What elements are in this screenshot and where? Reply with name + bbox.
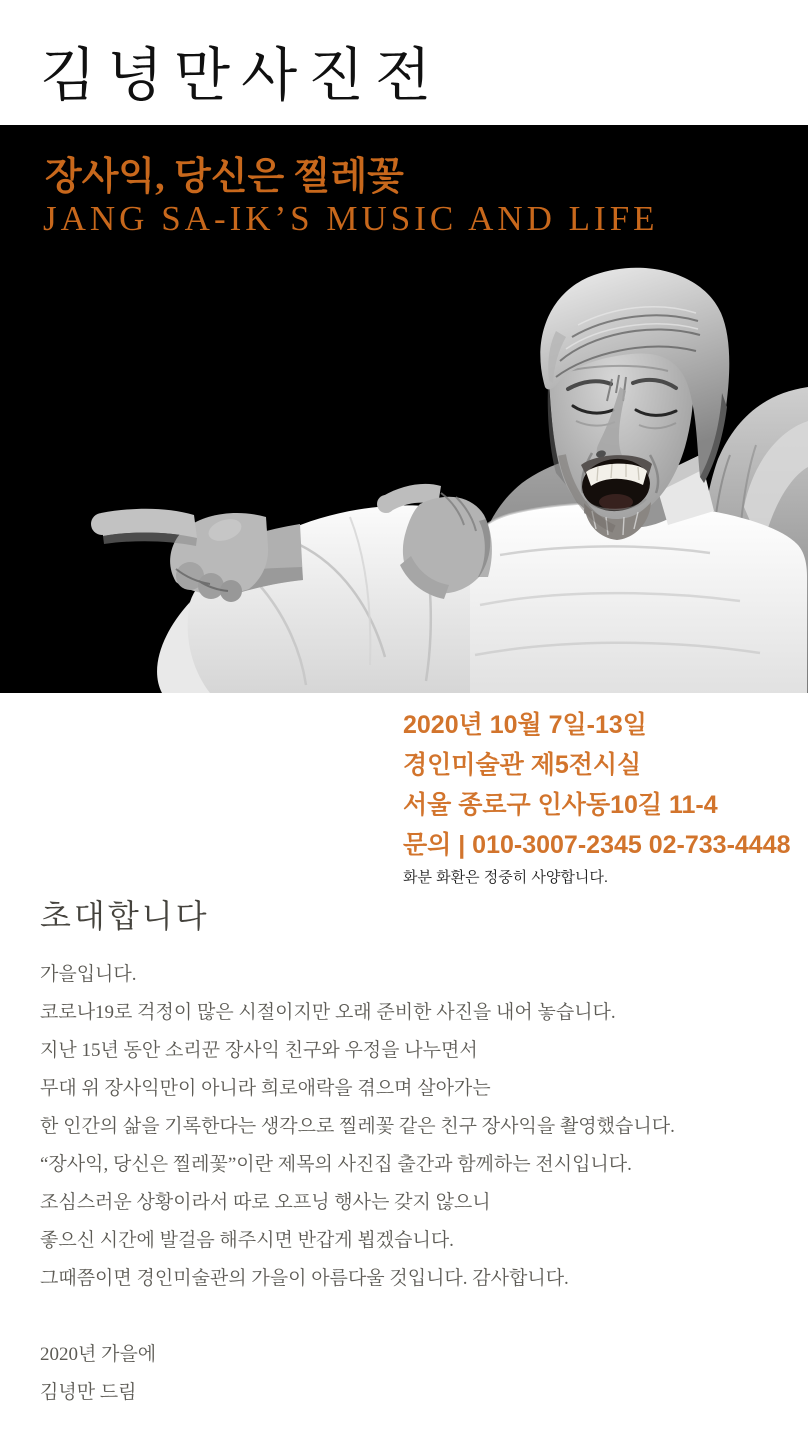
exhibition-date: 2020년 10월 7일-13일 bbox=[403, 711, 647, 739]
closing-line: 2020년 가을에 bbox=[40, 1344, 157, 1365]
invitation-letter bbox=[40, 956, 675, 1298]
exhibition-contact: 문의 | 010-3007-2345 02-733-4448 bbox=[403, 831, 791, 859]
subtitle-english: JANG SA-IK’S MUSIC AND LIFE bbox=[43, 199, 659, 238]
exhibition-venue: 경인미술관 제5전시실 bbox=[403, 751, 642, 779]
invitation-heading: 초대합니다 bbox=[40, 898, 210, 934]
letter-line: 코로나19로 걱정이 많은 시절이지만 오래 준비한 사진을 내어 놓습니다. bbox=[40, 1002, 616, 1023]
subtitle-korean: 장사익, 당신은 찔레꽃 bbox=[45, 156, 404, 198]
letter-line: 지난 15년 동안 소리꾼 장사익 친구와 우정을 나누면서 bbox=[40, 1040, 478, 1061]
letter-closing bbox=[40, 1336, 156, 1412]
hero-section bbox=[0, 125, 808, 693]
exhibition-address: 서울 종로구 인사동10길 11-4 bbox=[403, 791, 718, 819]
letter-line: 그때쯤이면 경인미술관의 가을이 아름다울 것입니다. 감사합니다. bbox=[40, 1268, 569, 1289]
letter-line: “장사익, 당신은 찔레꽃”이란 제목의 사진집 출간과 함께하는 전시입니다. bbox=[40, 1154, 632, 1175]
letter-line: 무대 위 장사익만이 아니라 희로애락을 겪으며 살아가는 bbox=[40, 1078, 491, 1099]
figure-front-robe bbox=[470, 503, 807, 693]
flower-refusal-note: 화분 화환은 정중히 사양합니다. bbox=[403, 869, 609, 886]
letter-line: 한 인간의 삶을 기록한다는 생각으로 찔레꽃 같은 친구 장사익을 촬영했습니다. bbox=[40, 1116, 675, 1137]
closing-line: 김녕만 드림 bbox=[40, 1382, 137, 1403]
letter-line: 조심스러운 상황이라서 따로 오프닝 행사는 갖지 않으니 bbox=[40, 1192, 491, 1213]
page-title: 김녕만사진전 bbox=[40, 43, 443, 108]
exhibition-details bbox=[403, 705, 791, 865]
letter-line: 좋으신 시간에 발걸음 해주시면 반갑게 뵙겠습니다. bbox=[40, 1230, 454, 1251]
letter-line: 가을입니다. bbox=[40, 964, 137, 985]
